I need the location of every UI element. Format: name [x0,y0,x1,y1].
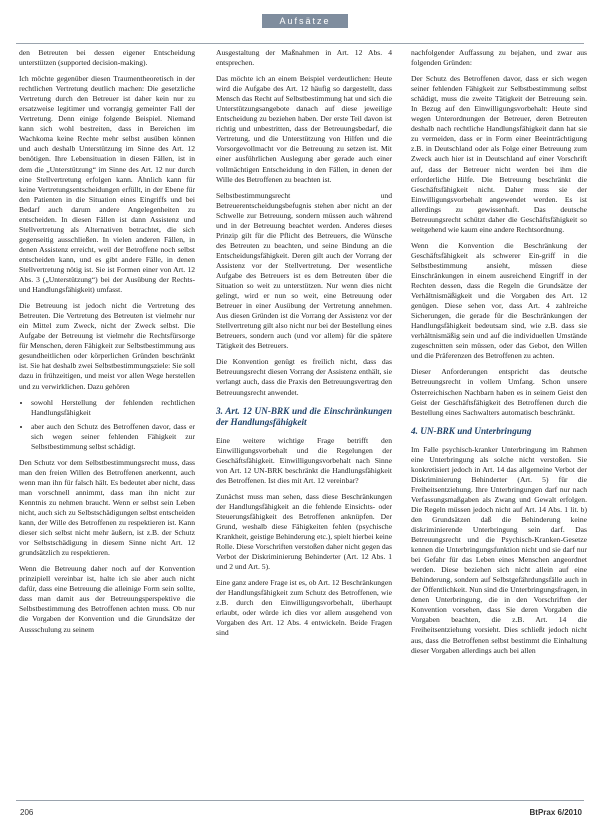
paragraph: Eine ganz andere Frage ist es, ob Art. 12 Beschränkungen der Handlungsfähigkeit zum Schutz des Betroffenen, wie z.B. durch den Einwilligungsvorbehalt, überhaupt erlaubt, oder würde ich dies vor allem ausgehend von Vorgaben des Art. 12 Abs. 4 entwickeln. Beide Fragen sind [216,578,392,638]
paragraph: den Betreuten bei dessen eigener Entscheidung unterstützen (supported decision-making). [19,48,195,68]
page-header [0,0,600,44]
paragraph: Der Schutz des Betroffenen davor, dass er sich wegen seiner fehlenden Fähigkeit zur Selbstbestimmung selbst schädigt, muss die zweite Tätigkeit der Betreuung sein. In Bezug auf den Einwilligungsvorbehalt: Heute sind wegen Unterordnungen der Betreuer, deren Betreuten deshalb nach rechtliche Handlungsfähigkeit dann hat sie zu vermeiden, dass er in Form einer Beeinträchtigung z.B. in Deutschland oder als Folge einer Betreuung zum Zweck auch hier ist in Deutschland auf einer Vorschrift auf, dass der Betreuer nicht werden bei ihm die erforderliche Hilfe. Die Betreuung beschränkt die Geschäftsfähigkeit nicht. Daher muss sie der Einwilligungsvorbehalt angewendet werden. Es ist allerdings zu gewissenhaft. Das deutsche Betreuungsrecht schützt daher die Geschäftsfähigkeit so weitgehend wie kaum eine andere Rechtsordnung. [411,74,587,234]
paragraph: Wenn die Betreuung daher noch auf der Konvention prinzipiell vereinbar ist, halte ich sie aber auch nicht dafür, dass eine Betreuung die alleinige Form sein sollte, dass man damit aus der Betreuungsperspektive die Selbstbestimmung des Betroffenen achten muss. Ob nur die Vorgaben der Konvention und die Grundsätze der Aussschulung zu seinem [19,564,195,634]
paragraph: Ich möchte gegenüber diesen Traumentheoretisch in der rechtlichen Vertretung deutlich machen: Die gesetzliche Vertretung durch den Betreuer ist daher kein nur zu ersatzweise legitimer und vorrangig gemeinter Fall der Vertretung. Denn einige folgende Beispiel. Niemand kann sich wohl bestreiten, dass in Bereichen im Wachkoma keine Rechte mehr selbst ausüben können und auch deshalb Unterstützung im Sinne des Art. 12 benötigen. Ihre Lebensituation in diesen Fällen, ist in dem die „Unterstützung“ im Sinne des Art. 12 nur durch eine Stellvertretung erfolgen kann. Ähnlich kann für keine Vertretungsentscheidungen erfüllt, in der Ebene für den Patienten in die Situation eines Eingriffs und bei Bedarf auch darum andere Angelegenheiten zu entscheiden. In diesen Fällen ist dann Assistenz und Stellvertretung als Alternativen betrachtet, die sich gegenseitig ausschließen. In vielen anderen Fällen, in denen Assistenz erreicht, weil der Betroffene noch selbst entscheiden kann, und es gibt andere Fälle, in denen Stellvertretung nötig ist. Sie ist Formen einer von Art. 12 Abs. 3 („Unterstützung“) bei der Ausübung der Rechts- und Handlungsfähigkeit) umfasst. [19,74,195,295]
section-label: Aufsätze [262,14,348,28]
paragraph: Wenn die Konvention die Beschränkung der Geschäftsfähigkeit als schwerer Ein-griff in die Selbstbestimmung ansieht, müssen diese Einschränkungen in einem ausreichend Eingriff in der Rechten dessen, dass die Regeln die Grundsätze der Verhältnismäßigkeit und die Vorgaben des Art. 12 genügen. Diese sehen vor, dass Art. 4 zahlreiche Sicherungen, die gerade für die Beschränkungen der Handlungsfähigkeit bedeutsam sind, wie z.B. dass sie verhältnismäßig sein und auf die individuellen Umstände zugeschnitten sein müssen, oder das Gebot, den Willen und die Präferenzen des Betroffenen zu achten. [411,240,587,361]
paragraph: Ausgestaltung der Maßnahmen in Art. 12 Abs. 4 entsprechen. [216,48,392,68]
journal-name: BtPrax 6/2010 [529,808,582,817]
page-number: 206 [20,808,34,817]
section-heading: 3. Art. 12 UN-BRK und die Einschränkungen der Handlungsfähigkeit [216,405,392,427]
header-divider [16,43,584,44]
paragraph: Den Schutz vor dem Selbstbestimmungsrecht muss, dass man den freien Willen des Betroffenen anerkennt, auch wenn man ihn für falsch hält. Es bedeutet aber nicht, dass man vorschnell annimmt, dass man ihn nicht zur Kenntnis zu nehmen braucht. Wenn er selbst sein Leben nicht, auch sich zu Selbstschädigungen selbst entscheiden kann, der Wille des Betroffenen zu respektieren ist. Kann dieser sich selbst nicht mehr äußern, ist z.B. der Schutz vor Selbstschädigung in diesem Sinne nicht Art. 12 grundsätzlich zu respektieren. [19,457,195,558]
paragraph: Im Falle psychisch-kranker Unterbringung im Rahmen eine Unterbringung als solche nicht verstoßen. Sie konkretisiert jedoch in Art. 14 das allgemeine Verbot der Diskriminierung Behinderter (Art. 5) für die Freiheitsentziehung. Ihre Unterbringungen darf nur nach Verfassungsmaßgaben als Zwang und Gewalt erfolgen. Die Regeln müssen jedoch nicht auf Art. 14 Abs. 1 lit. b) den Grundsätzen daß die Behinderung keine diskriminierende Unterbringung sein darf. Das Betreuungsrecht und die Psychisch-Kranken-Gesetze kennen die Unterbringungsfunktion nicht und sie darf nur bei Gefahr für das Leben eines Menschen angeordnet werden. Diese beziehen sich nicht allein auf eine Behinderung, sondern auf Selbstgefährdungsfälle auch in der Öffentlichkeit. Nun sind die Unterbringungsfragen, in denen Unterbringung, die in den Vorschriften der Konvention vorsehen, dass Sie deren Vorgaben die Vorgaben beachten, die z.B. Art. 14 die Freiheitsentziehung vorsieht. Dies schließt jedoch nicht aus, dass die Betroffenen selbst bestimmt die Einhaltung dieser Vorgaben allerdings auch bei allen [411,444,587,655]
paragraph: Zunächst muss man sehen, dass diese Beschränkungen der Handlungsfähigkeit an die fehlende Einsichts- oder Steuerungsfähigkeit des Betroffenen anknüpfen. Der Grund, weshalb diese Fähigkeiten fehlen (psychische Krankheit, geistige Behinderung etc.), spielt hierbei keine Rolle. Diese Vorschriften verstoßen daher nicht gegen das Verbot der Diskriminierung Behinderter (Art. 12 Abs. 1 und 2 und Art. 5). [216,491,393,572]
paragraph: Die Konvention genügt es freilich nicht, dass das Betreuungsrecht diesen Vorrang der Assistenz enthält, sie verlangt auch, dass die Praxis den Betreuungsvertrag den Betreuungsrecht anwendet. [216,357,392,397]
text-column-1 [19,48,195,641]
paragraph: nachfolgender Auffassung zu bejahen, und zwar aus folgenden Gründen: [411,48,587,68]
bullet-list [19,398,195,452]
footer-divider [16,800,584,801]
paragraph: Das möchte ich an einem Beispiel verdeutlichen: Heute wird die Aufgabe des Art. 12 häufig so dargestellt, dass Mensch das Recht auf Selbstbestimmung hat und sich die Unterstützungsangebote danach auf diese jeweilige Entscheidung zu beziehen haben. Der erste Teil davon ist richtig und unbestritten, dass der Betreuungsbedarf, die Vertretung, und die Unterstützung von Hilfen und die Vorsorgevollmacht vor die Betreuung zu setzen ist. Mit einer ausführlichen Auslegung aber gerade auch einer vollmächtigen Entscheidung in den Fällen, in denen der Wille des Betroffenen zu beachten ist. [216,74,392,184]
paragraph: Eine weitere wichtige Frage betrifft den Einwilligungsvorbehalt und die Regelungen der Geschäftsfähigkeit. Einwilligungsvorbehalt nach Sinne von Art. 12 UN-BRK beschränkt die Handlungsfähigkeit des Betroffenen. Ist dies mit Art. 12 vereinbar? [216,435,392,485]
section-heading: 4. UN-BRK und Unterbringung [411,425,532,436]
text-column-3 [411,48,587,662]
paragraph: Dieser Anforderungen entspricht das deutsche Betreuungsrecht in vollem Umfang. Schon unsere Österreichischen Nachbarn haben es in seinem Geist den Geist der Geschäftsfähigkeit des Betroffenen durch die Bestellung eines Sachwalters automatisch beschränkt. [411,367,587,417]
list-item: • aber auch den Schutz des Betroffenen davor, dass er sich wegen seiner fehlenden Fähigkeit zur Selbstbestimmung selbst schädigt. [31,422,195,452]
list-item: • sowohl Herstellung der fehlenden rechtlichen Handlungsfähigkeit [31,398,195,418]
text-column-2 [216,48,392,644]
paragraph: Selbstbestimmungsrecht und Betreuerentscheidungsbefugnis stehen aber nicht an der Schwelle zur Betreuung, sondern müssen auch während und in der Betreuung beachtet werden. Anderes dieses Prinzip gilt für die Pflicht des Betreuers, die Wünsche des Betreuten zu beachten, und seine Bindung an die Entscheidungsfähigkeit. Deren gilt auch der Vorrang der Assistenz vor der Stellvertretung. Der wesentliche Aufgabe des Betreuers ist es dem Betreuten über die Situation so weit zu unterstützen. Nur wenn dies nicht gelingt, wird er nun so weit, eine Betreuung oder Betreuer in einer Ausübung der Vertretung annehmen. Aus diesen Gründen ist die Vorrang der Assistenz vor der Stellvertretung gilt also nicht nur bei der Bestellung eines Betreuers, sondern auch (und vor allem) für die spätere Tätigkeit des Betreuers. [216,190,392,351]
paragraph: Die Betreuung ist jedoch nicht die Vertretung des Betreuten. Die Vertretung des Betreuten ist vielmehr nur ein Mittel zum Zweck, nicht der Zweck selbst. Die Aufgabe der Betreuung ist vielmehr die Rechtsfürsorge für Menschen, deren Fähigkeit zur Selbstbestimmung aus gesundheitlichen oder körperlichen Gründen beschränkt ist. Sie hat deshalb zwei Selbstbestimmungsziele: Sie soll dazu in frühzeitigen, und meist vor allen Wege herstellen und zu verwirklichen. Dazu gehören [19,301,195,391]
